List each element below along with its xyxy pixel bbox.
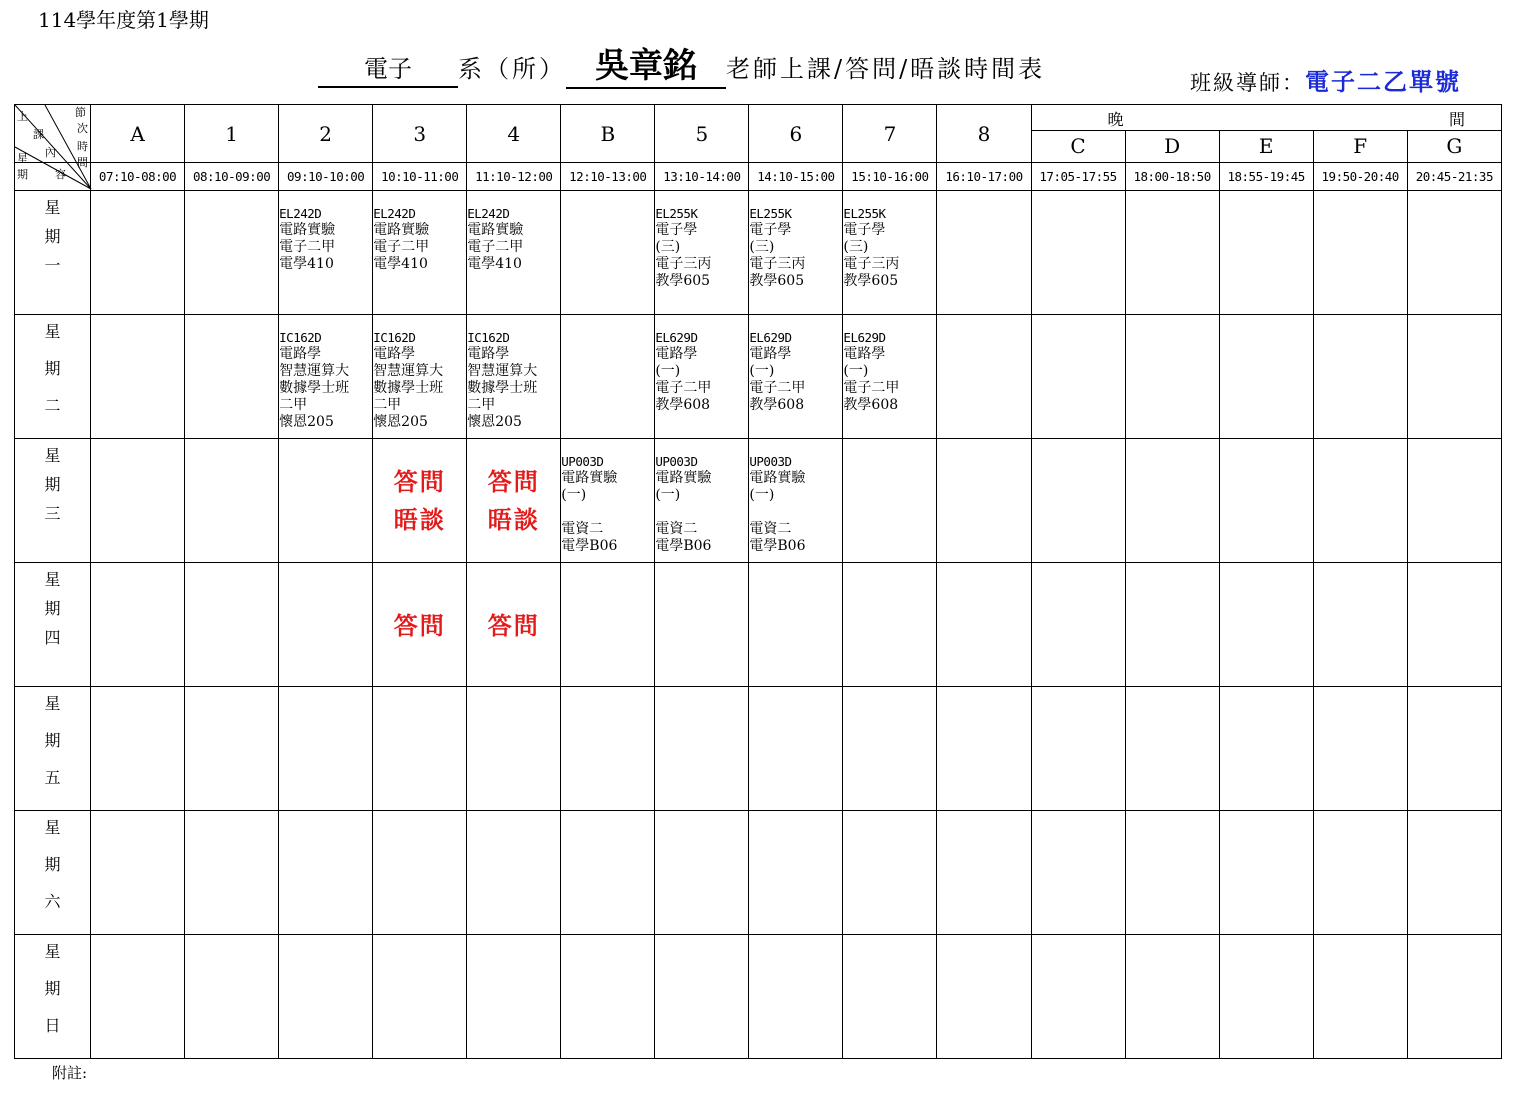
empty-cell [373, 687, 467, 811]
period-label: F [1313, 130, 1407, 162]
empty-cell [937, 191, 1031, 315]
class-detail: 電子二甲 [467, 239, 524, 255]
class-detail [655, 504, 748, 521]
day-label-char: 期 [44, 731, 61, 750]
empty-cell [1219, 935, 1313, 1059]
empty-cell [185, 191, 279, 315]
empty-cell [1031, 315, 1125, 439]
class-cell [749, 191, 843, 315]
empty-cell [1219, 439, 1313, 563]
empty-cell [91, 315, 185, 439]
empty-cell [1313, 687, 1407, 811]
class-detail [749, 504, 842, 521]
course-code: UP003D [655, 454, 698, 469]
class-detail [561, 504, 654, 521]
period-label: 8 [937, 105, 1031, 163]
corner-shi: 時 [77, 140, 88, 153]
class-detail: 電子三丙 [749, 256, 806, 272]
corner-xing: 星 [17, 152, 28, 165]
day-label-char: 一 [44, 256, 61, 275]
class-detail: (一) [655, 363, 681, 379]
period-time: 13:10-14:00 [655, 163, 749, 191]
class-detail: 電子三丙 [655, 256, 712, 272]
empty-cell [937, 563, 1031, 687]
office-hours-cell [373, 563, 467, 687]
footnote-label: 附註: [52, 1064, 88, 1082]
class-detail: 電子學 [843, 222, 886, 238]
period-label: A [91, 105, 185, 163]
empty-cell [1125, 563, 1219, 687]
empty-cell [279, 687, 373, 811]
corner-shang: 上 [17, 110, 28, 123]
class-detail: 智慧運算大 [279, 363, 350, 379]
class-detail: 智慧運算大 [373, 363, 444, 379]
header-corner [15, 105, 91, 181]
class-detail: 電路實驗 [655, 470, 712, 486]
course-code: EL242D [467, 206, 510, 221]
course-code: IC162D [373, 330, 416, 345]
office-hours-text: 答問 [487, 611, 540, 640]
class-cell [279, 315, 373, 439]
day-label-char: 期 [44, 475, 61, 494]
timetable-body [15, 191, 1502, 1059]
class-cell [843, 315, 937, 439]
course-code: EL629D [749, 330, 792, 345]
day-label-char: 四 [44, 628, 61, 647]
class-detail: 電路學 [749, 346, 792, 362]
class-cell [561, 439, 655, 563]
class-detail: 電路學 [279, 346, 322, 362]
empty-cell [843, 687, 937, 811]
empty-cell [1313, 563, 1407, 687]
day-label [15, 687, 91, 811]
course-code: EL255K [843, 206, 886, 221]
period-label: 1 [185, 105, 279, 163]
day-label-char: 期 [44, 227, 61, 246]
class-cell [467, 191, 561, 315]
period-label: G [1407, 130, 1501, 162]
dept-name: 電子 [318, 49, 458, 88]
class-detail: 電路實驗 [749, 470, 806, 486]
period-label: D [1125, 130, 1219, 162]
class-detail: 懷恩205 [467, 414, 522, 430]
empty-cell [91, 563, 185, 687]
empty-cell [655, 811, 749, 935]
class-cell [655, 191, 749, 315]
empty-cell [1407, 811, 1501, 935]
class-detail: 智慧運算大 [467, 363, 538, 379]
class-detail: 電路實驗 [373, 222, 430, 238]
period-label: B [561, 105, 655, 163]
empty-cell [1313, 191, 1407, 315]
course-code: EL255K [749, 206, 792, 221]
class-detail: 電路學 [373, 346, 416, 362]
class-detail: (一) [561, 487, 587, 503]
period-time: 15:10-16:00 [843, 163, 937, 191]
class-detail: (三) [655, 239, 681, 255]
class-detail: 數據學士班 [373, 380, 444, 396]
course-code: EL242D [279, 206, 322, 221]
empty-cell [1031, 563, 1125, 687]
day-label-char: 星 [44, 818, 61, 837]
class-tutor [1190, 62, 1461, 97]
empty-cell [749, 935, 843, 1059]
empty-cell [279, 935, 373, 1059]
period-time: 18:00-18:50 [1125, 163, 1219, 191]
period-label: 6 [749, 105, 843, 163]
class-detail: 電路學 [655, 346, 698, 362]
empty-cell [279, 563, 373, 687]
empty-cell [1407, 563, 1501, 687]
class-detail: 電學B06 [561, 538, 618, 554]
day-label-char: 三 [44, 504, 61, 523]
empty-cell [279, 439, 373, 563]
empty-cell [1031, 191, 1125, 315]
empty-cell [373, 935, 467, 1059]
class-cell [655, 439, 749, 563]
day-label-char: 星 [44, 694, 61, 713]
dept-suffix: 系（所） [458, 55, 566, 83]
period-label: 7 [843, 105, 937, 163]
day-row [15, 315, 1502, 439]
office-hours-text: 答問 [487, 467, 540, 496]
period-label: C [1031, 130, 1125, 162]
course-code: UP003D [561, 454, 604, 469]
period-time: 07:10-08:00 [91, 163, 185, 191]
tutor-value: 電子二乙單號 [1305, 67, 1461, 96]
day-label-char: 期 [44, 359, 61, 378]
class-detail: 電學B06 [749, 538, 806, 554]
day-label-char: 星 [44, 322, 61, 341]
class-detail: 二甲 [279, 397, 308, 413]
empty-cell [1313, 439, 1407, 563]
empty-cell [561, 687, 655, 811]
tutor-label: 班級導師： [1190, 71, 1305, 95]
empty-cell [185, 315, 279, 439]
empty-cell [467, 687, 561, 811]
course-code: EL629D [843, 330, 886, 345]
empty-cell [373, 811, 467, 935]
semester-label: 114學年度第1學期 [38, 8, 209, 32]
period-time: 19:50-20:40 [1313, 163, 1407, 191]
empty-cell [1125, 935, 1219, 1059]
empty-cell [1407, 935, 1501, 1059]
empty-cell [1407, 315, 1501, 439]
class-detail: 電路實驗 [279, 222, 336, 238]
empty-cell [185, 687, 279, 811]
empty-cell [843, 439, 937, 563]
day-row [15, 439, 1502, 563]
empty-cell [91, 811, 185, 935]
empty-cell [561, 563, 655, 687]
period-time: 10:10-11:00 [373, 163, 467, 191]
class-detail: 電子二甲 [279, 239, 336, 255]
class-detail: 電子學 [749, 222, 792, 238]
office-hours-cell [373, 439, 467, 563]
day-label [15, 563, 91, 687]
empty-cell [91, 935, 185, 1059]
period-time: 20:45-21:35 [1407, 163, 1501, 191]
course-code: EL242D [373, 206, 416, 221]
class-detail: 電學410 [279, 256, 334, 272]
office-hours-text: 答問 [393, 467, 446, 496]
day-label-char: 星 [44, 446, 61, 465]
day-label-char: 二 [44, 396, 61, 415]
empty-cell [467, 935, 561, 1059]
empty-cell [185, 563, 279, 687]
title-suffix: 老師上課/答問/晤談時間表 [726, 55, 1046, 83]
period-label: 3 [373, 105, 467, 163]
class-cell [373, 315, 467, 439]
empty-cell [655, 563, 749, 687]
empty-cell [749, 563, 843, 687]
class-detail: 電資二 [655, 521, 698, 537]
empty-cell [749, 811, 843, 935]
class-detail: 電學B06 [655, 538, 712, 554]
empty-cell [185, 935, 279, 1059]
course-code: EL255K [655, 206, 698, 221]
corner-jie: 節 [75, 106, 86, 119]
office-hours-cell [467, 439, 561, 563]
period-label: 2 [279, 105, 373, 163]
period-time: 17:05-17:55 [1031, 163, 1125, 191]
day-row [15, 191, 1502, 315]
class-detail: 電子二甲 [749, 380, 806, 396]
day-label [15, 935, 91, 1059]
empty-cell [1219, 315, 1313, 439]
class-detail: 電子二甲 [655, 380, 712, 396]
day-label [15, 811, 91, 935]
course-code: UP003D [749, 454, 792, 469]
class-detail: 電資二 [749, 521, 792, 537]
class-cell [655, 315, 749, 439]
night-right-label: 間 [1448, 110, 1465, 129]
class-cell [843, 191, 937, 315]
day-label-char: 星 [44, 570, 61, 589]
class-detail: 電路實驗 [561, 470, 618, 486]
empty-cell [91, 687, 185, 811]
class-detail: 數據學士班 [467, 380, 538, 396]
empty-cell [937, 811, 1031, 935]
period-time: 16:10-17:00 [937, 163, 1031, 191]
period-time: 14:10-15:00 [749, 163, 843, 191]
day-row [15, 687, 1502, 811]
class-detail: (一) [843, 363, 869, 379]
class-detail: 電子學 [655, 222, 698, 238]
empty-cell [655, 687, 749, 811]
empty-cell [843, 563, 937, 687]
office-hours-text: 答問 [393, 611, 446, 640]
class-detail: 教學608 [749, 397, 805, 413]
empty-cell [1219, 563, 1313, 687]
empty-cell [91, 191, 185, 315]
day-label-char: 星 [44, 198, 61, 217]
day-label-char: 期 [44, 599, 61, 618]
class-detail: 二甲 [373, 397, 402, 413]
class-detail: 教學608 [843, 397, 899, 413]
day-label-char: 期 [44, 979, 61, 998]
class-cell [373, 191, 467, 315]
empty-cell [1313, 811, 1407, 935]
night-left-label: 晚 [1107, 110, 1124, 129]
corner-rong: 容 [55, 168, 66, 181]
office-hours-text: 晤談 [393, 505, 446, 534]
empty-cell [655, 935, 749, 1059]
corner-jian: 間 [77, 156, 88, 169]
class-cell [279, 191, 373, 315]
course-code: IC162D [279, 330, 322, 345]
empty-cell [1407, 191, 1501, 315]
empty-cell [937, 687, 1031, 811]
period-time: 18:55-19:45 [1219, 163, 1313, 191]
period-time: 11:10-12:00 [467, 163, 561, 191]
empty-cell [1313, 315, 1407, 439]
empty-cell [1407, 439, 1501, 563]
empty-cell [1031, 687, 1125, 811]
day-label-char: 日 [44, 1016, 61, 1035]
timetable [14, 104, 1502, 1059]
day-row [15, 935, 1502, 1059]
night-header [1031, 105, 1501, 131]
day-label-char: 星 [44, 942, 61, 961]
period-time: 09:10-10:00 [279, 163, 373, 191]
class-detail: 數據學士班 [279, 380, 350, 396]
empty-cell [467, 811, 561, 935]
class-detail: (一) [749, 487, 775, 503]
corner-nei: 內 [45, 146, 56, 159]
empty-cell [1031, 439, 1125, 563]
day-label-char: 五 [44, 768, 61, 787]
period-label: 5 [655, 105, 749, 163]
empty-cell [561, 315, 655, 439]
period-time: 12:10-13:00 [561, 163, 655, 191]
empty-cell [1219, 191, 1313, 315]
class-detail: 電路實驗 [467, 222, 524, 238]
corner-ke: 課 [33, 128, 44, 141]
class-detail: 電子二甲 [373, 239, 430, 255]
empty-cell [561, 811, 655, 935]
class-cell [749, 439, 843, 563]
period-label: 4 [467, 105, 561, 163]
empty-cell [1031, 811, 1125, 935]
day-label-char: 六 [44, 892, 61, 911]
class-detail: 懷恩205 [279, 414, 334, 430]
empty-cell [279, 811, 373, 935]
day-label [15, 439, 91, 563]
corner-ci: 次 [77, 122, 88, 135]
empty-cell [843, 935, 937, 1059]
empty-cell [937, 439, 1031, 563]
class-detail: 電子二甲 [843, 380, 900, 396]
class-detail: 教學605 [749, 273, 805, 289]
class-detail: 電學410 [467, 256, 522, 272]
class-detail: (三) [843, 239, 869, 255]
class-detail: 教學605 [655, 273, 711, 289]
course-code: IC162D [467, 330, 510, 345]
teacher-name: 吳章銘 [566, 38, 726, 89]
empty-cell [1219, 811, 1313, 935]
class-cell [749, 315, 843, 439]
period-time: 08:10-09:00 [185, 163, 279, 191]
empty-cell [561, 191, 655, 315]
day-row [15, 563, 1502, 687]
day-label [15, 191, 91, 315]
empty-cell [1031, 935, 1125, 1059]
class-detail: 電子三丙 [843, 256, 900, 272]
period-label: E [1219, 130, 1313, 162]
empty-cell [1407, 687, 1501, 811]
class-detail: 二甲 [467, 397, 496, 413]
empty-cell [185, 439, 279, 563]
empty-cell [749, 687, 843, 811]
empty-cell [937, 315, 1031, 439]
empty-cell [1125, 315, 1219, 439]
empty-cell [1125, 439, 1219, 563]
office-hours-text: 晤談 [487, 505, 540, 534]
empty-cell [561, 935, 655, 1059]
day-row [15, 811, 1502, 935]
class-detail: 電路學 [467, 346, 510, 362]
day-label [15, 315, 91, 439]
corner-qi: 期 [17, 168, 28, 181]
class-detail: 電資二 [561, 521, 604, 537]
class-detail: (三) [749, 239, 775, 255]
day-label-char: 期 [44, 855, 61, 874]
empty-cell [1313, 935, 1407, 1059]
class-detail: (一) [655, 487, 681, 503]
class-detail: 電學410 [373, 256, 428, 272]
office-hours-cell [467, 563, 561, 687]
class-detail: 電路學 [843, 346, 886, 362]
empty-cell [91, 439, 185, 563]
empty-cell [843, 811, 937, 935]
class-detail: 懷恩205 [373, 414, 428, 430]
empty-cell [937, 935, 1031, 1059]
empty-cell [1219, 687, 1313, 811]
class-detail: 教學608 [655, 397, 711, 413]
empty-cell [1125, 811, 1219, 935]
class-detail: 教學605 [843, 273, 899, 289]
class-detail: (一) [749, 363, 775, 379]
page-title [318, 38, 1046, 86]
empty-cell [185, 811, 279, 935]
empty-cell [1125, 687, 1219, 811]
empty-cell [1125, 191, 1219, 315]
class-cell [467, 315, 561, 439]
course-code: EL629D [655, 330, 698, 345]
